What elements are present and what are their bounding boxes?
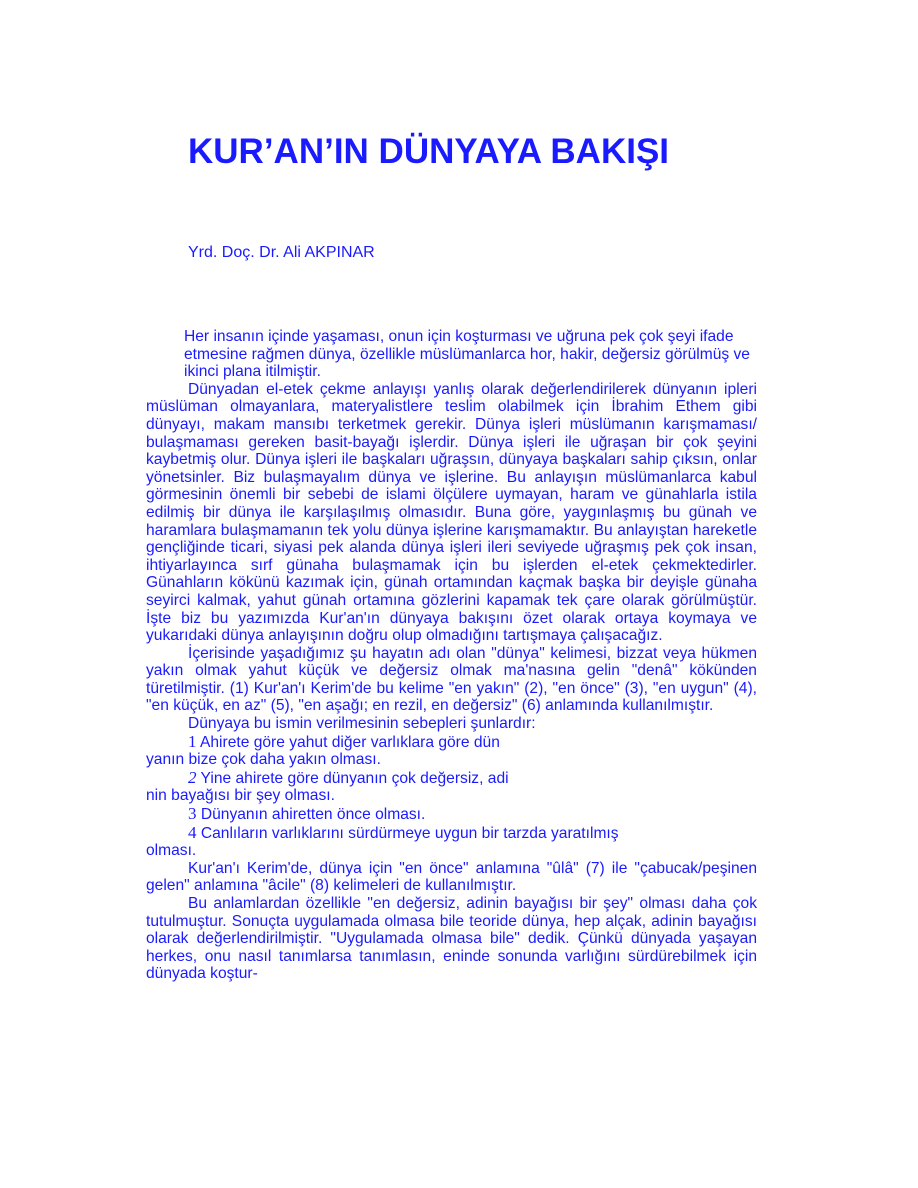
reason-text-line2: nin bayağısı bir şey olması. bbox=[146, 787, 335, 805]
reason-item-4 bbox=[146, 824, 757, 860]
reason-item-1 bbox=[146, 733, 757, 769]
reason-number: 2 bbox=[188, 767, 197, 787]
paragraph-intro: Her insanın içinde yaşaması, onun için koşturması ve uğruna pek çok şeyi ifade etmesine rağmen dünya, özellikle müslümanlarca hor, hakir, değersiz görülmüş ve ikinci plana itilmiştir. bbox=[184, 328, 750, 381]
reason-number: 1 bbox=[188, 731, 197, 751]
reason-text-line2: yanın bize çok daha yakın olması. bbox=[146, 751, 381, 769]
paragraph-2: Dünyadan el-etek çekme anlayışı yanlış olarak değerlendirilerek dünyanın ipleri müslüman olmayanlara, materyalistlere teslim olabilmek için İbrahim Ethem gibi dünyayı, makam mansıbı terketmek gerekir. Dünya işleri müslümanın karışmaması/ bulaşmaması gereken basit-bayağı işlerdir. Dünya işleri ile uğraşan bir çok şeyini kaybetmiş olur. Dünya işleri ile başkaları uğraşsın, dünyaya başkaları sahip çıksın, onlar yönetsinler. Biz bulaşmayalım dünya ve işlerine. Bu anlayışın müslümanlarca kabul görmesinin önemli bir sebebi de islami ölçülere uymayan, haram ve günahlarla istila edilmiş bir dünya ile karşılaşılmış olmasıdır. Buna göre, yaygınlaşmış bu günah ve haramlara bulaşmamanın tek yolu dünya işlerine karışmamaktır. Bu anlayıştan hareketle gençliğinde ticari, siyasi pek alanda dünya işleri ileri seviyede uğraşmış pek çok insan, ihtiyarlayınca sırf günaha bulaşmamak için bu işlerden el-etek çekmektedirler. Günahların kökünü kazımak için, günah ortamından kaçmak başka bir deyişle günaha seyirci kalmak, yahut günah ortamına gözlerini kapamak tek çare olarak görülmüştür. İşte biz bu yazımızda Kur'an'ın dünyaya bakışını özet olarak ortaya koymaya ve yukarıdaki dünya anlayışının doğru olup olmadığını tartışmaya çalışacağız. bbox=[146, 380, 757, 645]
reason-text-line2: olması. bbox=[146, 842, 197, 860]
reason-text-line1: Canlıların varlıklarını sürdürmeye uygun bir tarzda yaratılmış bbox=[196, 824, 619, 842]
reason-text-line1: Dünyanın ahiretten önce olması. bbox=[196, 806, 426, 824]
paragraph-4: Dünyaya bu ismin verilmesinin sebepleri şunlardır: bbox=[188, 715, 536, 733]
reason-text-line1: Yine ahirete göre dünyanın çok değersiz, adi bbox=[196, 769, 509, 787]
reason-item-3 bbox=[146, 805, 757, 824]
article-body bbox=[146, 328, 757, 983]
reason-number: 3 bbox=[188, 804, 197, 824]
reason-text-line1: Ahirete göre yahut diğer varlıklara göre dün bbox=[196, 733, 500, 751]
document-title: KUR’AN’IN DÜNYAYA BAKIŞI bbox=[188, 132, 670, 171]
paragraph-6: Bu anlamlardan özellikle "en değersiz, adinin bayağısı bir şey" olması daha çok tutulmuştur. Sonuçta uygulamada olmasa bile teoride dünya, hep alçak, adinin bayağısı olarak değerlendirilmiştir. "Uygulamada olmasa bile" dedik. Çünkü dünyada yaşayan herkes, onu nasıl tanımlarsa tanımlasın, eninde sonunda varlığını sürdürebilmek için dünyada koştur- bbox=[146, 895, 757, 983]
paragraph-3: İçerisinde yaşadığımız şu hayatın adı olan "dünya" kelimesi, bizzat veya hükmen yakın olmak yahut küçük ve değersiz olmak ma'nasına gelin "denâ" kökünden türetilmiştir. (1) Kur'an'ı Kerim'de bu kelime "en yakın" (2), "en önce" (3), "en uygun" (4), "en küçük, en az" (5), "en aşağı; en rezil, en değersiz" (6) anlamında kullanılmıştır. bbox=[146, 644, 757, 715]
paragraph-5: Kur'an'ı Kerim'de, dünya için "en önce" anlamına "ûlâ" (7) ile "çabucak/peşinen gelen" anlamına "âcile" (8) kelimeleri de kullanılmıştır. bbox=[146, 859, 757, 895]
reason-item-2 bbox=[146, 769, 757, 805]
reason-number: 4 bbox=[188, 822, 197, 842]
author-line: Yrd. Doç. Dr. Ali AKPINAR bbox=[188, 244, 375, 261]
